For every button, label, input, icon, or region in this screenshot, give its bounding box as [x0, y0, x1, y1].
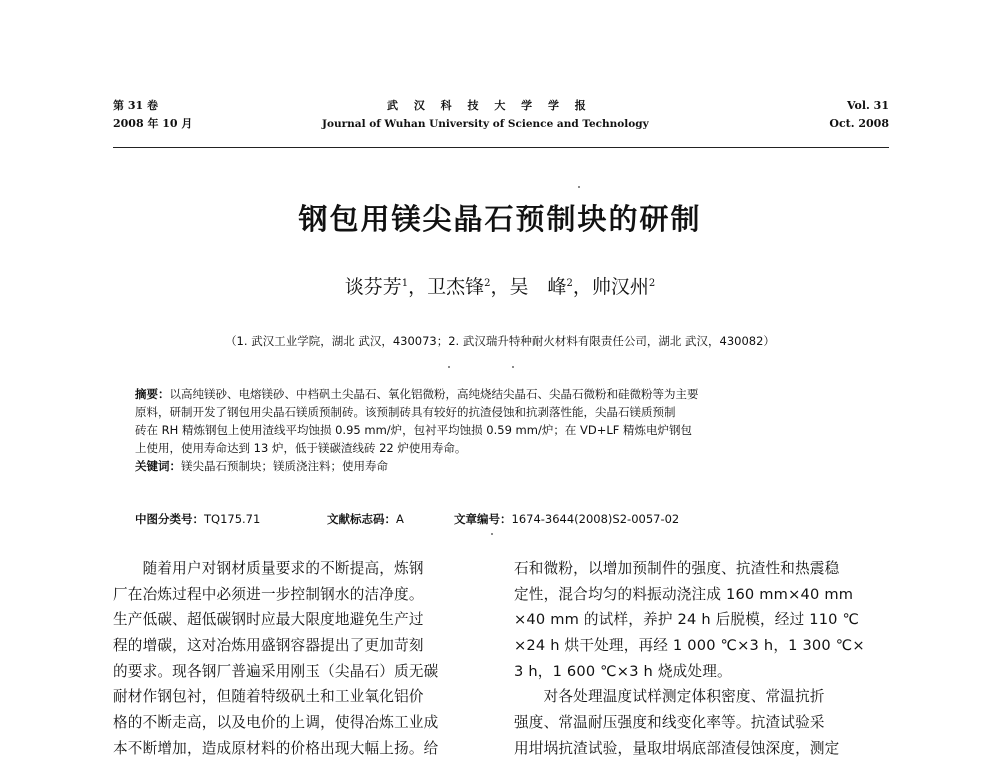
- doc-code-label: 文献标志码：: [327, 512, 396, 526]
- body-column-left: [113, 556, 438, 762]
- body-line: 对各处理温度试样测定体积密度、常温抗折: [514, 688, 825, 706]
- doc-code: [327, 510, 404, 528]
- author-name: 帅汉州: [591, 276, 649, 298]
- journal-name-cn: 武 汉 科 技 大 学 学 报: [387, 99, 592, 112]
- abstract-line: 以高纯镁砂、电熔镁砂、中档矾土尖晶石、氧化铝微粉，高纯烧结尖晶石、尖晶石微粉和硅微粉等为主要: [169, 387, 699, 401]
- body-line: 耐材作钢包衬，但随着特级矾土和工业氧化铝价: [113, 688, 424, 706]
- author-name: 卫杰锋: [427, 276, 485, 298]
- paper-title: 钢包用镁尖晶石预制块的研制: [298, 202, 702, 236]
- body-line: 程的增碳，这对冶炼用盛钢容器提出了更加苛刻: [113, 637, 424, 655]
- volume-en: Vol. 31: [846, 99, 889, 112]
- article-number: [454, 510, 679, 528]
- author-list: 谈芬芳$^1$，卫杰锋$^2$，吴 峰$^2$，帅汉州$^2$: [344, 276, 656, 298]
- clc-value: TQ175.71: [204, 512, 261, 526]
- affiliations: （1. 武汉工业学院，湖北 武汉，430073；2. 武汉瑞升特种耐火材料有限责任公司，湖北 武汉，430082）: [225, 334, 775, 348]
- abstract-line: 砖在 RH 精炼钢包上使用渣线平均蚀损 0.95 mm/炉，包衬平均蚀损 0.59 mm/炉；在 VD+LF 精炼电炉钢包: [135, 423, 693, 437]
- keywords-label: 关键词：: [135, 459, 181, 473]
- scan-speck: [512, 366, 514, 368]
- abstract-line: 原料，研制开发了钢包用尖晶石镁质预制砖。该预制砖具有较好的抗渣侵蚀和抗剥落性能，尖晶石镁质预制: [135, 405, 676, 419]
- article-number-label: 文章编号：: [454, 512, 512, 526]
- author-name: 谈芬芳: [344, 276, 402, 298]
- author-affiliation-mark: 2: [484, 278, 491, 289]
- volume-label: 第 31 卷: [113, 99, 158, 112]
- body-line: 定性，混合均匀的料振动浇注成 160 mm×40 mm: [514, 585, 854, 603]
- date-en: Oct. 2008: [829, 117, 889, 130]
- body-line: 石和微粉，以增加预制件的强度、抗渣性和热震稳: [514, 560, 840, 577]
- scan-speck: [578, 186, 580, 188]
- keywords-text: 镁尖晶石预制块；镁质浇注料；使用寿命: [181, 459, 388, 473]
- article-number-value: 1674-3644(2008)S2-0057-02: [511, 512, 680, 526]
- abstract: [135, 385, 699, 475]
- abstract-label: 摘要：: [135, 387, 170, 401]
- body-line: 厂在冶炼过程中必须进一步控制钢水的洁净度。: [113, 585, 424, 603]
- issue-date: 2008 年 10 月: [113, 117, 193, 130]
- doc-code-value: A: [396, 512, 404, 526]
- body-line: 强度、常温耐压强度和线变化率等。抗渣试验采: [514, 714, 825, 732]
- scan-speck: [491, 533, 493, 535]
- body-column-right: [514, 556, 865, 762]
- author-affiliation-mark: 2: [648, 278, 656, 289]
- body-line: 格的不断走高，以及电价的上调，使得冶炼工业成: [113, 714, 439, 732]
- body-line: 用坩埚抗渣试验，量取坩埚底部渣侵蚀深度，测定: [514, 739, 840, 757]
- author-affiliation-mark: 1: [401, 278, 409, 289]
- body-line: 随着用户对钢材质量要求的不断提高，炼钢: [113, 560, 424, 577]
- body-line: ×24 h 烘干处理，再经 1 000 ℃×3 h，1 300 ℃×: [514, 637, 865, 655]
- body-line: ×40 mm 的试样，养护 24 h 后脱模，经过 110 ℃: [514, 611, 860, 629]
- journal-name-en: Journal of Wuhan University of Science and Technology: [322, 118, 649, 130]
- body-line: 生产低碳、超低碳钢时应最大限度地避免生产过: [113, 611, 424, 629]
- author-affiliation-mark: 2: [566, 278, 573, 289]
- header-rule: [113, 147, 889, 148]
- clc-label: 中图分类号：: [135, 512, 204, 526]
- body-line: 本不断增加，造成原材料的价格出现大幅上扬。给: [113, 739, 439, 757]
- scan-speck: [448, 366, 450, 368]
- author-name: 吴 峰: [509, 276, 567, 298]
- clc-number: [135, 510, 260, 528]
- abstract-line: 上使用，使用寿命达到 13 炉，低于镁碳渣线砖 22 炉使用寿命。: [135, 441, 467, 455]
- body-line: 3 h，1 600 ℃×3 h 烧成处理。: [514, 662, 732, 680]
- body-line: 的要求。现各钢厂普遍采用刚玉（尖晶石）质无碳: [113, 662, 439, 680]
